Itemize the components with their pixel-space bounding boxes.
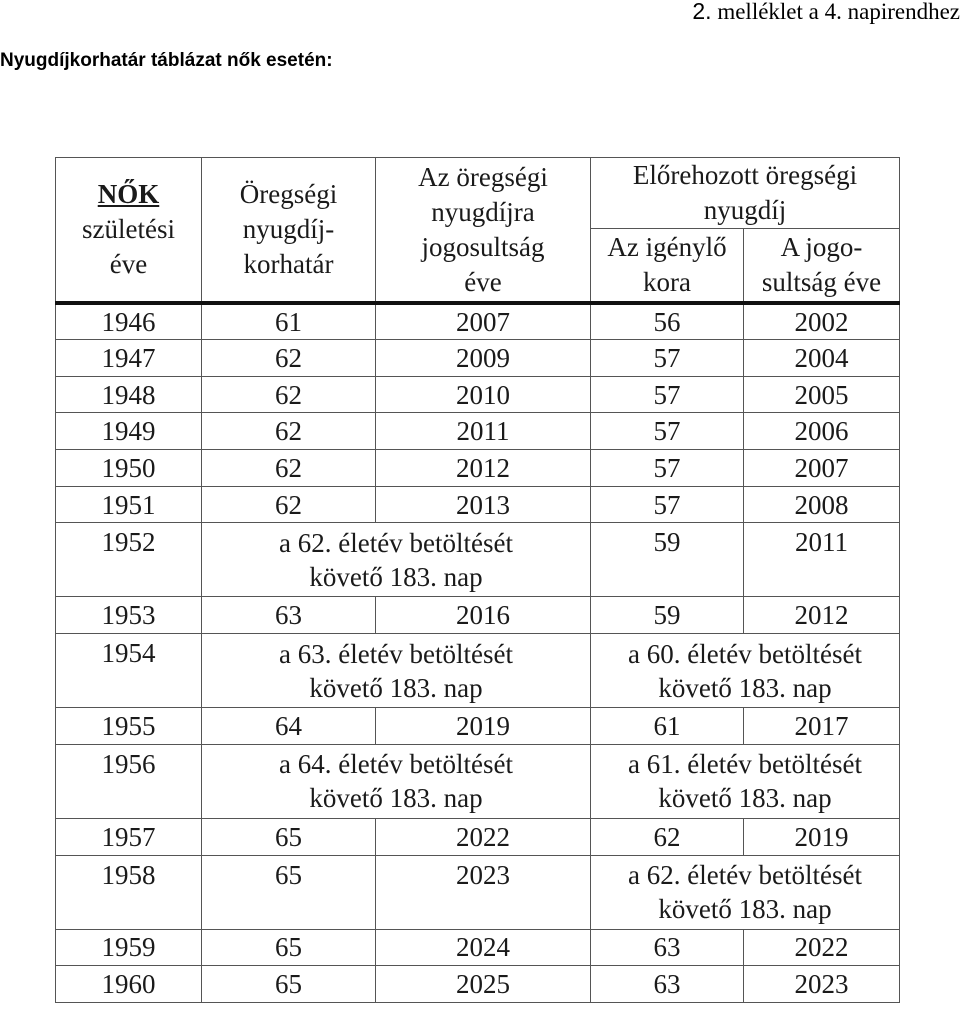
table-row — [56, 929, 900, 966]
cell-birth-year: 1952 — [56, 523, 202, 597]
cell-eligibility-year: 2024 — [376, 929, 591, 966]
cell-merged-retirement — [202, 523, 591, 597]
table-row — [56, 486, 900, 523]
cell-text: a 62. életév betöltését — [279, 527, 513, 558]
cell-birth-year: 1960 — [56, 966, 202, 1003]
cell-retirement-age: 62 — [202, 413, 376, 450]
cell-early-age: 63 — [591, 929, 744, 966]
cell-text: a 61. életév betöltését — [628, 749, 862, 780]
cell-birth-year: 1951 — [56, 486, 202, 523]
table-row — [56, 376, 900, 413]
cell-early-year: 2012 — [744, 597, 900, 634]
cell-eligibility-year: 2011 — [376, 413, 591, 450]
header-text: Az öregségi — [418, 161, 548, 192]
header-text: születési — [82, 214, 175, 244]
cell-retirement-age: 61 — [202, 303, 376, 340]
header-retirement-age — [202, 158, 376, 304]
cell-retirement-age: 65 — [202, 929, 376, 966]
cell-early-age: 57 — [591, 486, 744, 523]
header-text: kora — [643, 267, 691, 297]
cell-text: követő 183. nap — [309, 672, 483, 703]
annex-text: melléklet a 4. napirendhez — [711, 0, 960, 24]
cell-retirement-age: 62 — [202, 376, 376, 413]
cell-eligibility-year: 2012 — [376, 450, 591, 487]
header-text: korhatár — [243, 249, 334, 279]
table-row — [56, 744, 900, 818]
cell-text: a 64. életév betöltését — [279, 749, 513, 780]
cell-birth-year: 1956 — [56, 744, 202, 818]
cell-retirement-age: 63 — [202, 597, 376, 634]
cell-text: követő 183. nap — [658, 672, 832, 703]
header-eligibility-year — [376, 158, 591, 304]
cell-eligibility-year: 2013 — [376, 486, 591, 523]
header-birth-year — [56, 158, 202, 304]
cell-early-age: 59 — [591, 597, 744, 634]
table-row — [56, 708, 900, 745]
cell-retirement-age: 64 — [202, 708, 376, 745]
cell-birth-year: 1946 — [56, 303, 202, 340]
table-row — [56, 523, 900, 597]
cell-birth-year: 1959 — [56, 929, 202, 966]
cell-early-year: 2022 — [744, 929, 900, 966]
cell-merged-early — [591, 634, 900, 708]
cell-eligibility-year: 2019 — [376, 708, 591, 745]
table-row — [56, 340, 900, 377]
cell-early-year: 2005 — [744, 376, 900, 413]
page-heading: Nyugdíjkorhatár táblázat nők esetén: — [0, 50, 333, 71]
cell-eligibility-year: 2025 — [376, 966, 591, 1003]
table-body — [56, 303, 900, 1003]
cell-text: követő 183. nap — [658, 783, 832, 814]
cell-early-year: 2011 — [744, 523, 900, 597]
cell-retirement-age: 65 — [202, 855, 376, 929]
cell-birth-year: 1958 — [56, 855, 202, 929]
cell-eligibility-year: 2009 — [376, 340, 591, 377]
cell-early-age: 57 — [591, 450, 744, 487]
cell-birth-year: 1954 — [56, 634, 202, 708]
cell-early-age: 57 — [591, 340, 744, 377]
table-row — [56, 855, 900, 929]
cell-retirement-age: 65 — [202, 818, 376, 855]
cell-retirement-age: 62 — [202, 450, 376, 487]
cell-text: a 63. életév betöltését — [279, 638, 513, 669]
header-text: A jogo- — [780, 232, 863, 262]
cell-text: követő 183. nap — [658, 894, 832, 925]
header-early-eligibility-year — [744, 229, 900, 304]
cell-birth-year: 1948 — [56, 376, 202, 413]
cell-early-year: 2008 — [744, 486, 900, 523]
annex-label — [692, 0, 960, 25]
annex-number: 2. — [692, 0, 712, 24]
table-header — [56, 158, 900, 304]
header-nok-label: NŐK — [97, 179, 160, 209]
header-text: Az igénylő — [607, 232, 727, 262]
cell-early-year: 2002 — [744, 303, 900, 340]
cell-text: követő 183. nap — [309, 561, 483, 592]
cell-early-age: 59 — [591, 523, 744, 597]
table-row — [56, 818, 900, 855]
cell-text: a 60. életév betöltését — [628, 638, 862, 669]
header-text: jogosultság — [421, 231, 545, 262]
cell-early-age: 57 — [591, 376, 744, 413]
cell-early-age: 63 — [591, 966, 744, 1003]
table-row — [56, 303, 900, 340]
cell-early-year: 2023 — [744, 966, 900, 1003]
cell-birth-year: 1953 — [56, 597, 202, 634]
header-text: éve — [109, 249, 148, 279]
cell-eligibility-year: 2010 — [376, 376, 591, 413]
header-text: nyugdíj — [703, 195, 787, 225]
cell-eligibility-year: 2007 — [376, 303, 591, 340]
cell-birth-year: 1955 — [56, 708, 202, 745]
cell-early-year: 2019 — [744, 818, 900, 855]
table-row — [56, 597, 900, 634]
cell-retirement-age: 62 — [202, 486, 376, 523]
header-text: nyugdíjra — [431, 196, 535, 227]
cell-eligibility-year: 2022 — [376, 818, 591, 855]
cell-early-age: 61 — [591, 708, 744, 745]
header-text: Öregségi — [239, 179, 338, 209]
retirement-age-table — [55, 157, 900, 1003]
cell-eligibility-year: 2016 — [376, 597, 591, 634]
header-text: nyugdíj- — [242, 214, 335, 244]
table-row — [56, 450, 900, 487]
header-text: éve — [464, 266, 502, 297]
cell-text: a 62. életév betöltését — [628, 860, 862, 891]
cell-merged-early — [591, 744, 900, 818]
cell-early-year: 2017 — [744, 708, 900, 745]
header-text: sultság éve — [761, 267, 882, 297]
table-row — [56, 634, 900, 708]
cell-birth-year: 1957 — [56, 818, 202, 855]
cell-text: követő 183. nap — [309, 783, 483, 814]
cell-merged-early — [591, 855, 900, 929]
table-row — [56, 966, 900, 1003]
cell-early-year: 2004 — [744, 340, 900, 377]
cell-retirement-age: 62 — [202, 340, 376, 377]
cell-early-year: 2006 — [744, 413, 900, 450]
cell-early-age: 62 — [591, 818, 744, 855]
cell-birth-year: 1949 — [56, 413, 202, 450]
cell-retirement-age: 65 — [202, 966, 376, 1003]
cell-birth-year: 1947 — [56, 340, 202, 377]
header-text: Előrehozott öregségi — [632, 160, 858, 190]
cell-eligibility-year: 2023 — [376, 855, 591, 929]
cell-early-age: 57 — [591, 413, 744, 450]
cell-merged-retirement — [202, 634, 591, 708]
cell-merged-retirement — [202, 744, 591, 818]
cell-birth-year: 1950 — [56, 450, 202, 487]
table-row — [56, 413, 900, 450]
cell-early-age: 56 — [591, 303, 744, 340]
header-early-pension-group — [591, 158, 900, 229]
cell-early-year: 2007 — [744, 450, 900, 487]
header-applicant-age — [591, 229, 744, 304]
